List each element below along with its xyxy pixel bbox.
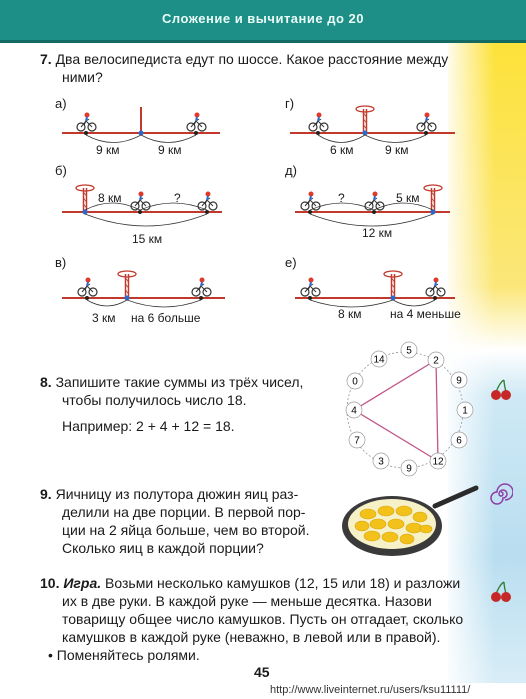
number-bubble-label: 14 [373,354,385,366]
diagram-a-left: 9 км [96,143,120,157]
task9-line4: Сколько яиц в каждой порции? [62,540,264,556]
tower-icon [356,106,374,133]
cherries-icon [490,580,512,604]
tower-icon [118,271,136,298]
frying-pan-illustration [340,484,480,564]
diagram-g-letter: г) [285,96,295,111]
task8-example: Например: 2 + 4 + 12 = 18. [62,418,235,434]
diagram-v-letter: в) [55,255,67,270]
cyclist-icon [301,278,320,297]
task10-line1 [40,574,460,592]
number-bubble-label: 4 [351,405,357,417]
cherries-icon [490,378,512,402]
number-bubble-label: 9 [406,463,412,475]
number-bubble-label: 12 [432,456,444,468]
watermark: http://www.liveinternet.ru/users/ksu11111/ [270,684,471,696]
diagram-d-top-right: 5 км [396,191,420,205]
number-bubble-label: 0 [352,376,358,388]
cyclist-icon [77,113,96,132]
task7-text: Два велосипедиста едут по шоссе. Какое расстояние между [55,51,449,67]
diagram-e-right: на 4 меньше [390,307,461,321]
cyclist-icon [198,192,217,211]
cyclist-icon [192,278,211,297]
diagram-a-right: 9 км [158,143,182,157]
diagram-g-right: 9 км [385,143,409,157]
task10-title: Игра. [63,575,102,591]
diagram-d-letter: д) [285,163,297,178]
cyclist-icon [417,113,436,132]
tower-icon [424,185,442,212]
diagram-a-letter: а) [55,96,67,111]
diagram-b-top-left: 8 км [98,191,122,205]
task9-line2: делили на две порции. В первой пор- [62,504,306,520]
page-number: 45 [254,664,270,680]
cyclist-icon [187,113,206,132]
diagram-v-left: 3 км [92,311,116,325]
cyclist-icon [78,278,97,297]
number-bubble-label: 3 [378,456,384,468]
diagram-b-letter: б) [55,163,67,178]
cyclist-icon [426,278,445,297]
diagram-e-left: 8 км [338,307,362,321]
number-circle-diagram [335,340,475,480]
number-bubble-label: 1 [462,405,468,417]
task10-bullet: • Поменяйтесь ролями. [48,647,200,663]
diagram-d-bottom: 12 км [362,226,393,240]
task9-text: Яичницу из полутора дюжин яиц раз- [55,486,299,502]
task9-number: 9. [40,486,52,502]
number-bubble-label: 2 [433,355,439,367]
task9-line3: ции на 2 яйца больше, чем во второй. [62,522,310,538]
number-bubble-label: 7 [354,435,360,447]
diagram-v-right: на 6 больше [131,311,201,325]
number-bubble-label: 9 [456,375,462,387]
diagram-g-left: 6 км [330,143,354,157]
diagram-d-top-left: ? [338,191,345,205]
header-title: Сложение и вычитание до 20 [162,11,364,26]
task9-line1 [40,485,298,503]
task10-text: Возьми несколько камушков (12, 15 или 18) и разложи [105,575,461,591]
task10-line2: их в две руки. В каждой руке — меньше десятка. Назови [62,593,432,609]
task8-line2: чтобы получилось число 18. [62,392,247,408]
task10-bullet-text: Поменяйтесь ролями. [56,647,200,663]
spiral-icon [489,482,513,506]
task7-diagrams [0,0,526,340]
task8-number: 8. [40,374,52,390]
task10-line4: камушков в каждой руке (неважно, в левой или в правой). [62,629,441,645]
task10-line3: товарищу общее число камушков. Пусть он отгадает, сколько [62,611,464,627]
number-bubble-label: 6 [456,435,462,447]
tower-icon [384,271,402,298]
task10-number: 10. [40,575,60,591]
task8-line1 [40,373,303,391]
diagram-b-bottom: 15 км [132,232,163,246]
diagram-e-letter: е) [285,255,297,270]
task7-line2: ними? [62,69,103,85]
task7-number: 7. [40,51,52,67]
cyclist-icon [309,113,328,132]
number-bubble-label: 5 [406,345,412,357]
tower-icon [76,185,94,212]
diagram-b-top-right: ? [174,191,181,205]
task8-text: Запишите такие суммы из трёх чисел, [55,374,304,390]
